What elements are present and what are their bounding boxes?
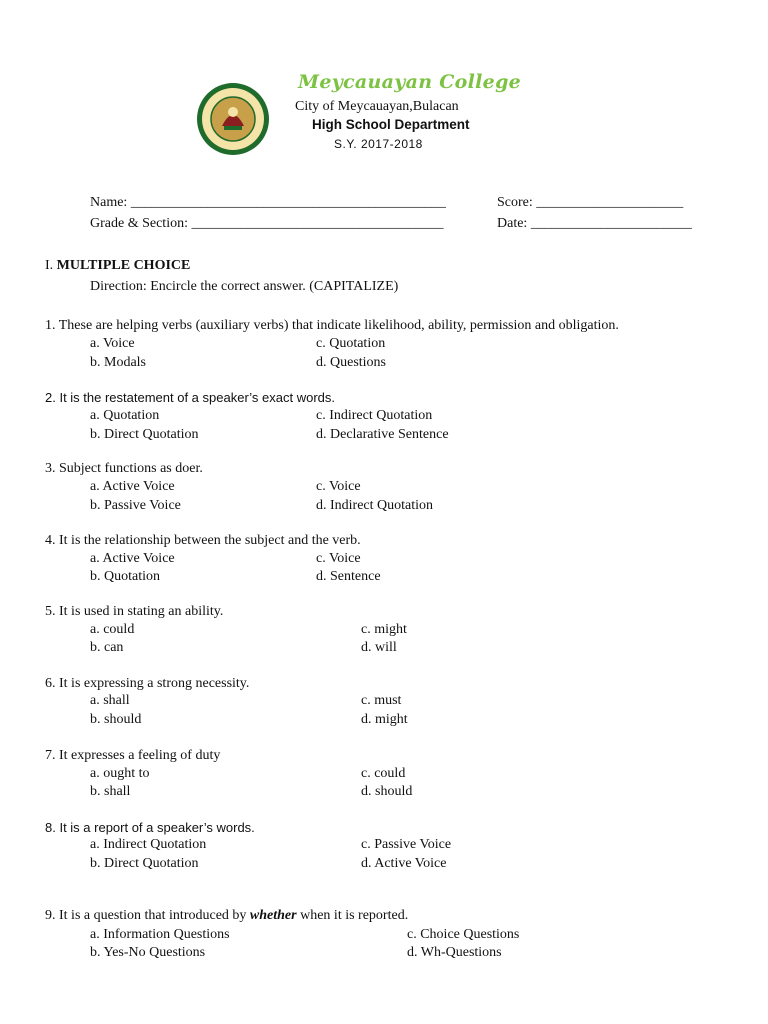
q9-option-d[interactable]: d. Wh-Questions: [407, 945, 502, 960]
question-4: 4. It is the relationship between the subject and the verb.: [45, 533, 361, 548]
city-line: City of Meycauayan,Bulacan: [295, 99, 459, 114]
q7-option-b[interactable]: b. shall: [90, 784, 131, 799]
q4-option-a[interactable]: a. Active Voice: [90, 551, 175, 566]
score-field[interactable]: [497, 195, 683, 211]
question-7: 7. It expresses a feeling of duty: [45, 748, 221, 763]
q6-option-b[interactable]: b. should: [90, 712, 142, 727]
grade-label: Grade & Section:: [90, 216, 188, 231]
q1-option-b[interactable]: b. Modals: [90, 355, 146, 370]
q8-option-a[interactable]: a. Indirect Quotation: [90, 837, 207, 852]
name-field[interactable]: [90, 195, 446, 211]
q3-option-b[interactable]: b. Passive Voice: [90, 498, 181, 513]
q9-option-a[interactable]: a. Information Questions: [90, 927, 230, 942]
name-line: _____________________________________________: [130, 195, 446, 210]
question-6: 6. It is expressing a strong necessity.: [45, 676, 250, 691]
q5-option-c[interactable]: c. might: [361, 622, 407, 637]
q2-option-d[interactable]: d. Declarative Sentence: [316, 427, 449, 442]
q3-option-a[interactable]: a. Active Voice: [90, 479, 175, 494]
q4-option-c[interactable]: c. Voice: [316, 551, 361, 566]
q5-option-d[interactable]: d. will: [361, 640, 397, 655]
q7-option-d[interactable]: d. should: [361, 784, 413, 799]
question-1: 1. These are helping verbs (auxiliary verbs) that indicate likelihood, ability, permission and obligation.: [45, 318, 619, 333]
date-field[interactable]: [497, 216, 692, 232]
direction-text: Direction: Encircle the correct answer. (CAPITALIZE): [90, 279, 399, 294]
q9-text-before: 9. It is a question that introduced by: [45, 908, 250, 923]
q6-option-a[interactable]: a. shall: [90, 693, 130, 708]
question-5: 5. It is used in stating an ability.: [45, 604, 224, 619]
q9-option-b[interactable]: b. Yes-No Questions: [90, 945, 206, 960]
q9-text-after: when it is reported.: [296, 908, 409, 923]
section-heading: [45, 258, 190, 274]
score-line: _____________________: [536, 195, 684, 210]
q4-option-b[interactable]: b. Quotation: [90, 569, 160, 584]
q8-option-b[interactable]: b. Direct Quotation: [90, 856, 199, 871]
q6-option-d[interactable]: d. might: [361, 712, 408, 727]
question-9: [45, 908, 408, 924]
q8-option-c[interactable]: c. Passive Voice: [361, 837, 452, 852]
q1-option-a[interactable]: a. Voice: [90, 336, 135, 351]
college-name: Meycauayan College: [298, 71, 522, 93]
question-8: 8. It is a report of a speaker’s words.: [45, 820, 255, 835]
q7-option-c[interactable]: c. could: [361, 766, 406, 781]
score-label: Score:: [497, 195, 533, 210]
q1-option-d[interactable]: d. Questions: [316, 355, 386, 370]
name-label: Name:: [90, 195, 128, 210]
question-3: 3. Subject functions as doer.: [45, 461, 203, 476]
school-year: S.Y. 2017-2018: [334, 137, 423, 151]
grade-line: ____________________________________: [191, 216, 444, 231]
q1-option-c[interactable]: c. Quotation: [316, 336, 386, 351]
q5-option-b[interactable]: b. can: [90, 640, 124, 655]
q7-option-a[interactable]: a. ought to: [90, 766, 150, 781]
q2-option-a[interactable]: a. Quotation: [90, 408, 160, 423]
q3-option-d[interactable]: d. Indirect Quotation: [316, 498, 434, 513]
section-title: MULTIPLE CHOICE: [56, 258, 191, 273]
q2-option-b[interactable]: b. Direct Quotation: [90, 427, 199, 442]
date-line: _______________________: [530, 216, 692, 231]
q5-option-a[interactable]: a. could: [90, 622, 135, 637]
q8-option-d[interactable]: d. Active Voice: [361, 856, 447, 871]
college-seal: [196, 82, 270, 156]
q2-option-c[interactable]: c. Indirect Quotation: [316, 408, 433, 423]
q9-option-c[interactable]: c. Choice Questions: [407, 927, 520, 942]
q6-option-c[interactable]: c. must: [361, 693, 402, 708]
q9-emphasis: whether: [249, 908, 297, 923]
date-label: Date:: [497, 216, 528, 231]
department-line: High School Department: [312, 117, 470, 132]
q4-option-d[interactable]: d. Sentence: [316, 569, 381, 584]
grade-section-field[interactable]: [90, 216, 443, 232]
q3-option-c[interactable]: c. Voice: [316, 479, 361, 494]
section-number: I.: [45, 258, 57, 273]
question-2: 2. It is the restatement of a speaker’s exact words.: [45, 390, 335, 405]
